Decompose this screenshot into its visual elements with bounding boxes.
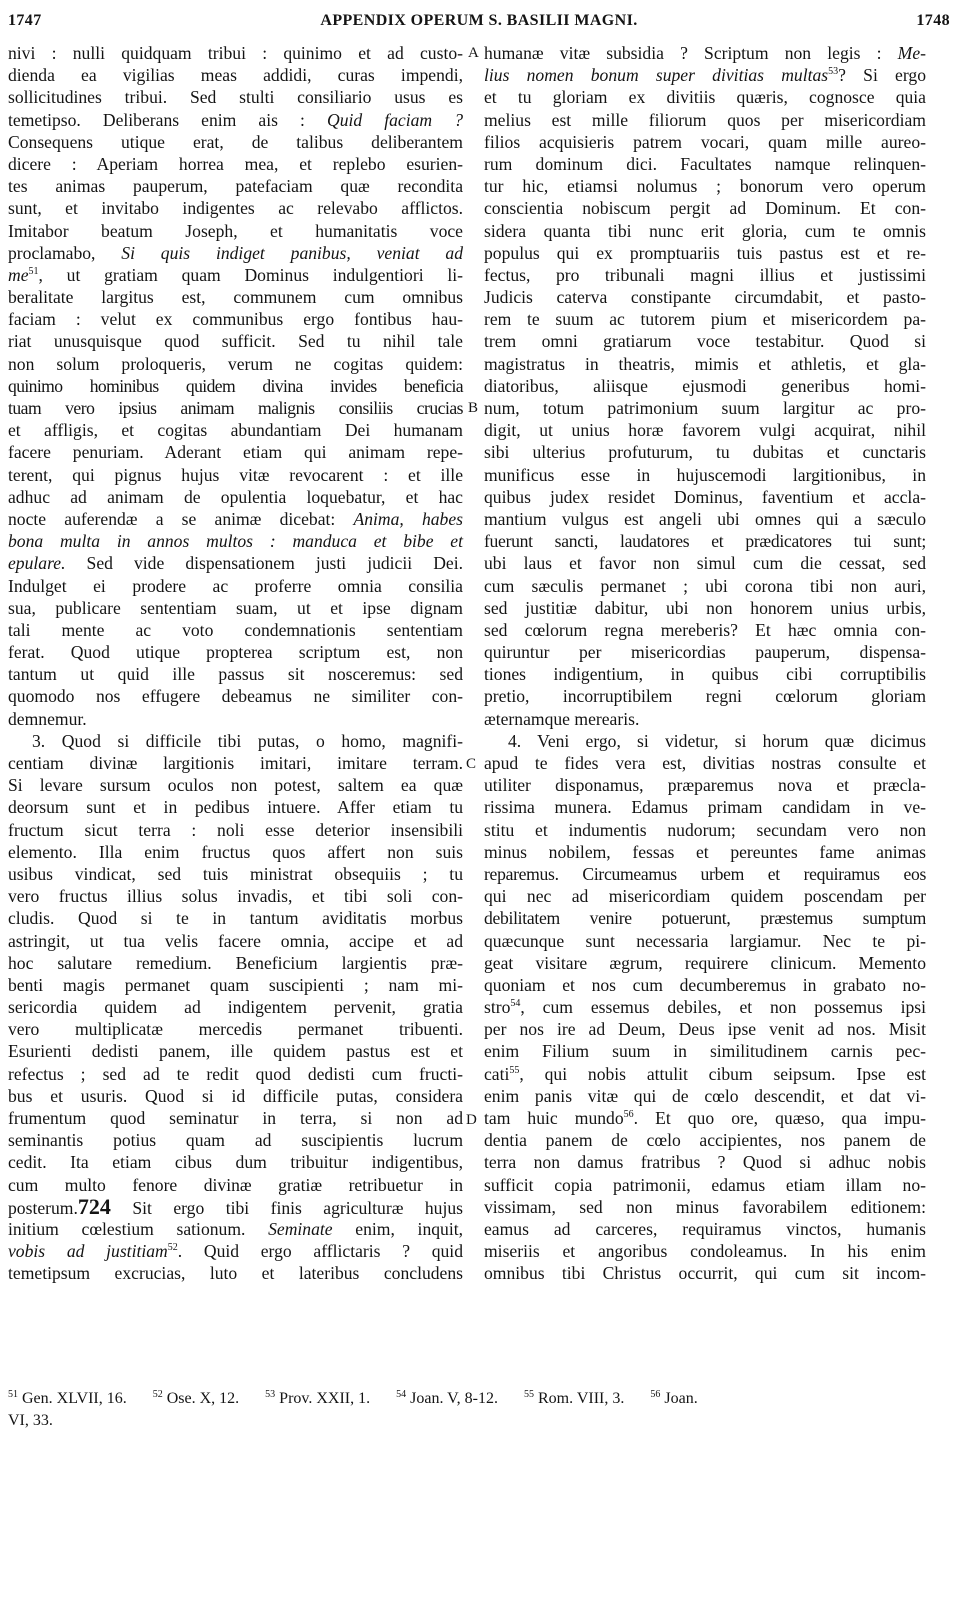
text-line: quiruntur per misericordias pauperum, dispensa-	[484, 642, 926, 663]
margin-letter-a: A	[468, 45, 479, 61]
text-line: sufficit copia patrimonii, edamus etiam illam no-	[484, 1174, 926, 1195]
footnotes	[8, 1388, 938, 1432]
italic-quote: lius nomen bonum super divitias multas	[484, 65, 829, 86]
text-line: tali mente ac voto condemnationis sententiam	[8, 619, 463, 640]
text-line	[484, 1107, 926, 1129]
text-line: debilitatem venire potuerunt, præstemus sumptum	[484, 908, 926, 929]
text-line: cludis. Quod si te in tantum aviditatis morbus	[8, 908, 463, 929]
text-line: filios acquisieris patrem vocari, quam mille aureo-	[484, 131, 926, 152]
note-ref: 53	[828, 66, 839, 78]
margin-letter-c: C	[466, 756, 477, 772]
text-line: diatoribus, aliisque ejusmodi generibus homi-	[484, 375, 926, 396]
text-line: riat unusquisque quod sufficit. Sed tu nihil tale	[8, 331, 463, 352]
text-line: num, totum patrimonium suum largitur ac pro-	[484, 398, 926, 418]
text-line: tur hic, etiamsi nolumus ; bonorum vero operum	[484, 176, 926, 197]
text-segment: proclamabo,	[8, 242, 122, 263]
italic-quote: Quid faciam ?	[326, 109, 463, 130]
text-line: cum multo fenore divinæ gratiæ retribuetur in	[8, 1174, 463, 1195]
italic-quote: Me-	[897, 43, 926, 63]
text-line: cedit. Ita etiam cibus dum tribuitur indigentibus,	[8, 1152, 463, 1173]
text-line: Si levare sursum oculos non potest, saltem ea quæ	[8, 775, 463, 796]
column-number: 724	[77, 1193, 111, 1219]
text-line: benti magis permanet quam suscipienti ; nam mi-	[8, 974, 463, 995]
text-line: melius est mille filiorum quos per misericordiam	[484, 109, 926, 130]
note-ref: 55	[509, 1064, 520, 1076]
text-line: sed justitiæ dabitur, ubi non honorem unius urbis,	[484, 597, 926, 618]
text-line: beralitate largitus est, communem cum omnibus	[8, 287, 463, 308]
text-line: omnibus tibi Christus occurrit, qui cum sit incom-	[484, 1263, 926, 1284]
text-line: fectus, pro tribunali magni illius et justissimi	[484, 264, 926, 285]
running-title: APPENDIX OPERUM S. BASILII MAGNI.	[320, 12, 638, 29]
italic-quote: epulare.	[8, 553, 66, 574]
text-line: vero multiplicatæ mercedis permanet tribuenti.	[8, 1019, 463, 1040]
text-line: quinimo hominibus quidem divina invides beneficia	[8, 375, 463, 396]
footnote-text: Joan. V, 8-12.	[410, 1390, 498, 1407]
text-segment: posterum.	[8, 1197, 78, 1218]
text-line: geat visitare ægrum, requirere clinicum. Memento	[484, 952, 926, 973]
italic-quote: Anima, habes	[353, 508, 464, 529]
footnote-line	[8, 1410, 938, 1432]
text-line: qui nec ad misericordiam quidem poscendam per	[484, 886, 926, 907]
text-line: cum sæculis permanet ; ubi corona tibi non auri,	[484, 575, 926, 596]
paragraph-start: 3. Quod si difficile tibi putas, o homo, magnifi-	[32, 730, 463, 751]
text-line: utiliter disponamus, præparemus nova et præcla-	[484, 775, 926, 796]
text-line	[8, 109, 463, 131]
text-line: digit, ut unius horæ favorem vulgi acquirat, nihil	[484, 420, 926, 441]
text-line: ferat. Quod utique propterea scriptum est, non	[8, 642, 463, 663]
text-line	[8, 1240, 463, 1262]
text-line: minus nobilem, fessas et pereuntes fame animas	[484, 841, 926, 862]
text-line: sua, publicare sententiam suam, ut et ipse dignam	[8, 597, 463, 618]
text-line: facere penuriam. Aderant etiam qui animam repe-	[8, 442, 463, 463]
text-segment: humanæ vitæ subsidia ? Scriptum non legis :	[484, 43, 898, 63]
text-line: sed cœlorum regna mereberis? Et hæc omnia con-	[484, 619, 926, 640]
text-segment: enim, inquit,	[332, 1218, 464, 1239]
text-segment: Sit ergo tibi finis agriculturæ hujus	[110, 1197, 463, 1218]
text-line: tuam vero ipsius animam malignis consiliis crucias	[8, 398, 463, 418]
footnote-line	[8, 1388, 938, 1410]
footnote	[8, 1390, 127, 1407]
text-line: fructum sicut terra : noli esse deterior insensibili	[8, 819, 463, 840]
text-line: nivi : nulli quidquam tribui : quinimo et ad custo-	[8, 43, 463, 63]
text-line: quoniam et nos cum decumberemus in grabato no-	[484, 974, 926, 995]
text-line: miseriis et angoribus condoleamus. In his enim	[484, 1241, 926, 1262]
text-line: usibus vindicat, sed tuis ministrat obsequiis ; tu	[8, 863, 463, 884]
text-line: astringit, ut tua velis facere omnia, accipe et ad	[8, 930, 463, 951]
text-line: dicere : Aperiam horrea mea, et replebo esurien-	[8, 153, 463, 174]
italic-quote: Seminate	[268, 1218, 333, 1239]
text-line: rum dominum dici. Facultates namque relinquen-	[484, 153, 926, 174]
text-line	[8, 1218, 463, 1240]
text-line: Imitabor beatum Joseph, et humanitatis voce	[8, 220, 463, 241]
text-segment: tam huic mundo	[484, 1108, 624, 1128]
italic-quote: me	[8, 264, 29, 285]
text-line: bona multa in annos multos : manduca et bibe et	[8, 531, 463, 552]
text-line: quæcunque sunt necessaria largiamur. Nec te pi-	[484, 930, 926, 951]
text-line: reparemus. Circumeamus urbem et requiramus eos	[484, 863, 926, 884]
text-line: quibus judex residet Dominus, faventium et accla-	[484, 486, 926, 507]
text-segment: . Et quo ore, quæso, qua impu-	[633, 1108, 926, 1128]
text-line	[8, 552, 463, 574]
paragraph-start: 4. Veni ergo, si videtur, si horum quæ dicimus	[508, 730, 926, 751]
text-segment: temetipso. Deliberans enim ais :	[8, 109, 327, 130]
text-line: sunt, et invitabo indigentes ac relevabo afflictos.	[8, 198, 463, 219]
footnote	[265, 1390, 370, 1407]
text-segment: Sed vide dispensationem justi judicii Dei.	[65, 553, 463, 574]
text-line	[8, 264, 463, 286]
text-line: terent, qui pignus hujus vitæ revocarent : et ille	[8, 464, 463, 485]
text-line: Consequens utique erat, de talibus deliberantem	[8, 131, 463, 152]
text-line: enim panis vitæ qui de cœlo descendit, et dat vi-	[484, 1085, 926, 1106]
text-line: mantium vulgus est angeli ubi omnes qui a sæculo	[484, 508, 926, 529]
text-line: tiones indigentium, in quibus cibi corruptibilis	[484, 664, 926, 685]
text-line: quomodo nos effugere debeamus ne similiter con-	[8, 686, 463, 707]
italic-quote: Si quis indiget panibus, veniat ad	[121, 242, 463, 263]
text-line: centiam divinæ largitionis imitari, imitare terram.	[8, 753, 463, 773]
text-line	[484, 42, 926, 64]
text-line: trem omni gratiarum voce testabitur. Quod si	[484, 331, 926, 352]
text-line: stitu et indumentis nudorum; secundam vero non	[484, 819, 926, 840]
footnote-number: 54	[396, 1389, 407, 1400]
text-line: deorsum sunt et in pedibus intuere. Affer etiam tu	[8, 797, 463, 818]
text-line: hoc salutare remedium. Beneficium largientis præ-	[8, 952, 463, 973]
footnote	[524, 1390, 624, 1407]
text-segment: cati	[484, 1063, 510, 1084]
text-line: apud te fides vera est, divitias nostras consulte et	[484, 753, 926, 773]
text-line: refectus ; sed ad te redit quod dedisti cum fructi-	[8, 1063, 463, 1084]
text-line: munificus esse in hujuscemodi largitionibus, in	[484, 464, 926, 485]
text-line: non solum proloqueris, verum ne cogitas quidem:	[8, 353, 463, 374]
text-line: populus qui ex promptuariis tuis pastus est et re-	[484, 242, 926, 263]
text-line: rissima munera. Edamus primam candidam in ve-	[484, 797, 926, 818]
text-segment: , cum essemus debiles, et non possemus ipsi	[520, 997, 926, 1018]
text-segment: stro	[484, 997, 511, 1018]
text-line	[8, 508, 463, 530]
footnote-number: 53	[265, 1389, 276, 1400]
page-number-left: 1747	[8, 12, 42, 29]
text-line: æternamque merearis.	[484, 708, 640, 729]
footnote-number: 52	[152, 1389, 163, 1400]
text-line: eamus ad carceres, requiramus vinctos, humanis	[484, 1218, 926, 1239]
text-segment: . Quid ergo afflictaris ? quid	[177, 1241, 463, 1262]
text-line: faciam : velut ex communibus ergo fontibus hau-	[8, 309, 463, 330]
text-line: dienda ea vigilias meas addidi, curas impendi,	[8, 65, 463, 86]
text-line: adhuc ad animam de opulentia loquebatur, et hac	[8, 486, 463, 507]
text-line: conscientia nobiscum pergit ad Dominum. Et con-	[484, 198, 926, 219]
margin-letter-d: D	[466, 1112, 477, 1128]
text-line	[484, 996, 926, 1018]
text-line: demnemur.	[8, 708, 87, 729]
text-line: pretio, incorruptibilem regni cœlorum gloriam	[484, 686, 926, 707]
text-line: seminantis potius quam ad suscipientis lucrum	[8, 1130, 463, 1151]
text-line: temetipsum excrucias, luto et lateribus concludens	[8, 1263, 463, 1284]
text-line: magistratus in theatris, mimis et athletis, et gla-	[484, 353, 926, 374]
text-line	[8, 242, 463, 264]
footnote-text: Rom. VIII, 3.	[537, 1390, 625, 1407]
page-number-right: 1748	[916, 12, 950, 29]
text-line: sidera quanta tibi nunc erit gloria, cum te omnis	[484, 220, 926, 241]
text-line: tes animas pauperum, patefaciam quæ recondita	[8, 176, 463, 197]
footnote-number: 51	[8, 1389, 18, 1400]
text-line	[484, 1063, 926, 1085]
text-line: frumentum quod seminatur in terra, si non ad	[8, 1108, 463, 1128]
footnote-text: VI, 33.	[8, 1412, 53, 1429]
text-line: sericordia quidem ad indigentem pervenit, gratia	[8, 997, 463, 1018]
footnote	[650, 1390, 697, 1407]
margin-letter-b: B	[468, 400, 479, 416]
note-ref: 54	[510, 998, 521, 1010]
footnote-text: Ose. X, 12.	[166, 1390, 240, 1407]
text-line: Esurienti dedisti panem, ille quidem pastus est et	[8, 1041, 463, 1062]
text-line: Indulget ei prodere ac proferre omnia consilia	[8, 575, 463, 596]
note-ref: 52	[167, 1242, 178, 1254]
text-line: per nos ire ad Deum, Deus ipse venit ad nos. Misit	[484, 1019, 926, 1040]
text-line: rem te suum ac tutorem pium et misericordem pa-	[484, 309, 926, 330]
text-line: ubi laus et favor non simul cum die cessat, sed	[484, 553, 926, 574]
footnote-text: Prov. XXII, 1.	[279, 1390, 371, 1407]
text-line: enim Filium suum in similitudinem carnis pec-	[484, 1041, 926, 1062]
right-column	[484, 42, 926, 1285]
text-line: sollicitudines tribui. Sed stulti consiliario usus es	[8, 87, 463, 108]
note-ref: 56	[623, 1109, 634, 1120]
text-line: bus et usuris. Quod si id difficile putas, considera	[8, 1085, 463, 1106]
text-line: dentia panem de cœlo accipientes, nos panem de	[484, 1130, 926, 1151]
left-column	[8, 42, 463, 1285]
text-line: vero fructus illius solus invadis, et tibi soli con-	[8, 886, 463, 907]
footnote	[153, 1390, 239, 1407]
text-line: Judicis caterva constipante circumdabit, et pasto-	[484, 287, 926, 308]
note-ref: 51	[28, 265, 39, 277]
footnote-number: 56	[650, 1389, 661, 1400]
text-line	[484, 64, 926, 86]
text-segment: initium cœlestium sationum.	[8, 1218, 269, 1239]
text-line: fuerunt sancti, laudatores et prædicatores tui sunt;	[484, 531, 926, 552]
text-line: tantum ut quid ille passus sit nosceremus: sed	[8, 664, 463, 685]
footnote-text: Joan.	[664, 1390, 698, 1407]
text-line: elemento. Illa enim fructus quos affert non suis	[8, 841, 463, 862]
text-line: terra non damus fratribus ? Quod si adhuc nobis	[484, 1152, 926, 1173]
italic-quote: vobis ad justitiam	[8, 1241, 168, 1262]
text-segment: ? Si ergo	[838, 65, 927, 86]
text-line	[8, 1193, 463, 1219]
footnote	[396, 1390, 498, 1407]
text-line: et tu gloriam ex divitiis quæris, cognosce quia	[484, 87, 926, 108]
text-line: et affligis, et cogitas abundantiam Dei humanam	[8, 420, 463, 441]
text-segment: , ut gratiam quam Dominus indulgentiori li-	[38, 264, 463, 285]
footnote-number: 55	[523, 1389, 534, 1400]
text-segment: nocte auferendæ a se animæ dicebat:	[8, 508, 354, 529]
running-header	[8, 12, 950, 36]
text-line: vissimam, sed non minus favorabilem editionem:	[484, 1196, 926, 1217]
footnote-text: Gen. XLVII, 16.	[22, 1390, 127, 1407]
text-line: sibi ulterius profuturum, tu dubitas et cunctaris	[484, 442, 926, 463]
text-segment: , qui nobis attulit cibum seipsum. Ipse est	[519, 1063, 926, 1084]
